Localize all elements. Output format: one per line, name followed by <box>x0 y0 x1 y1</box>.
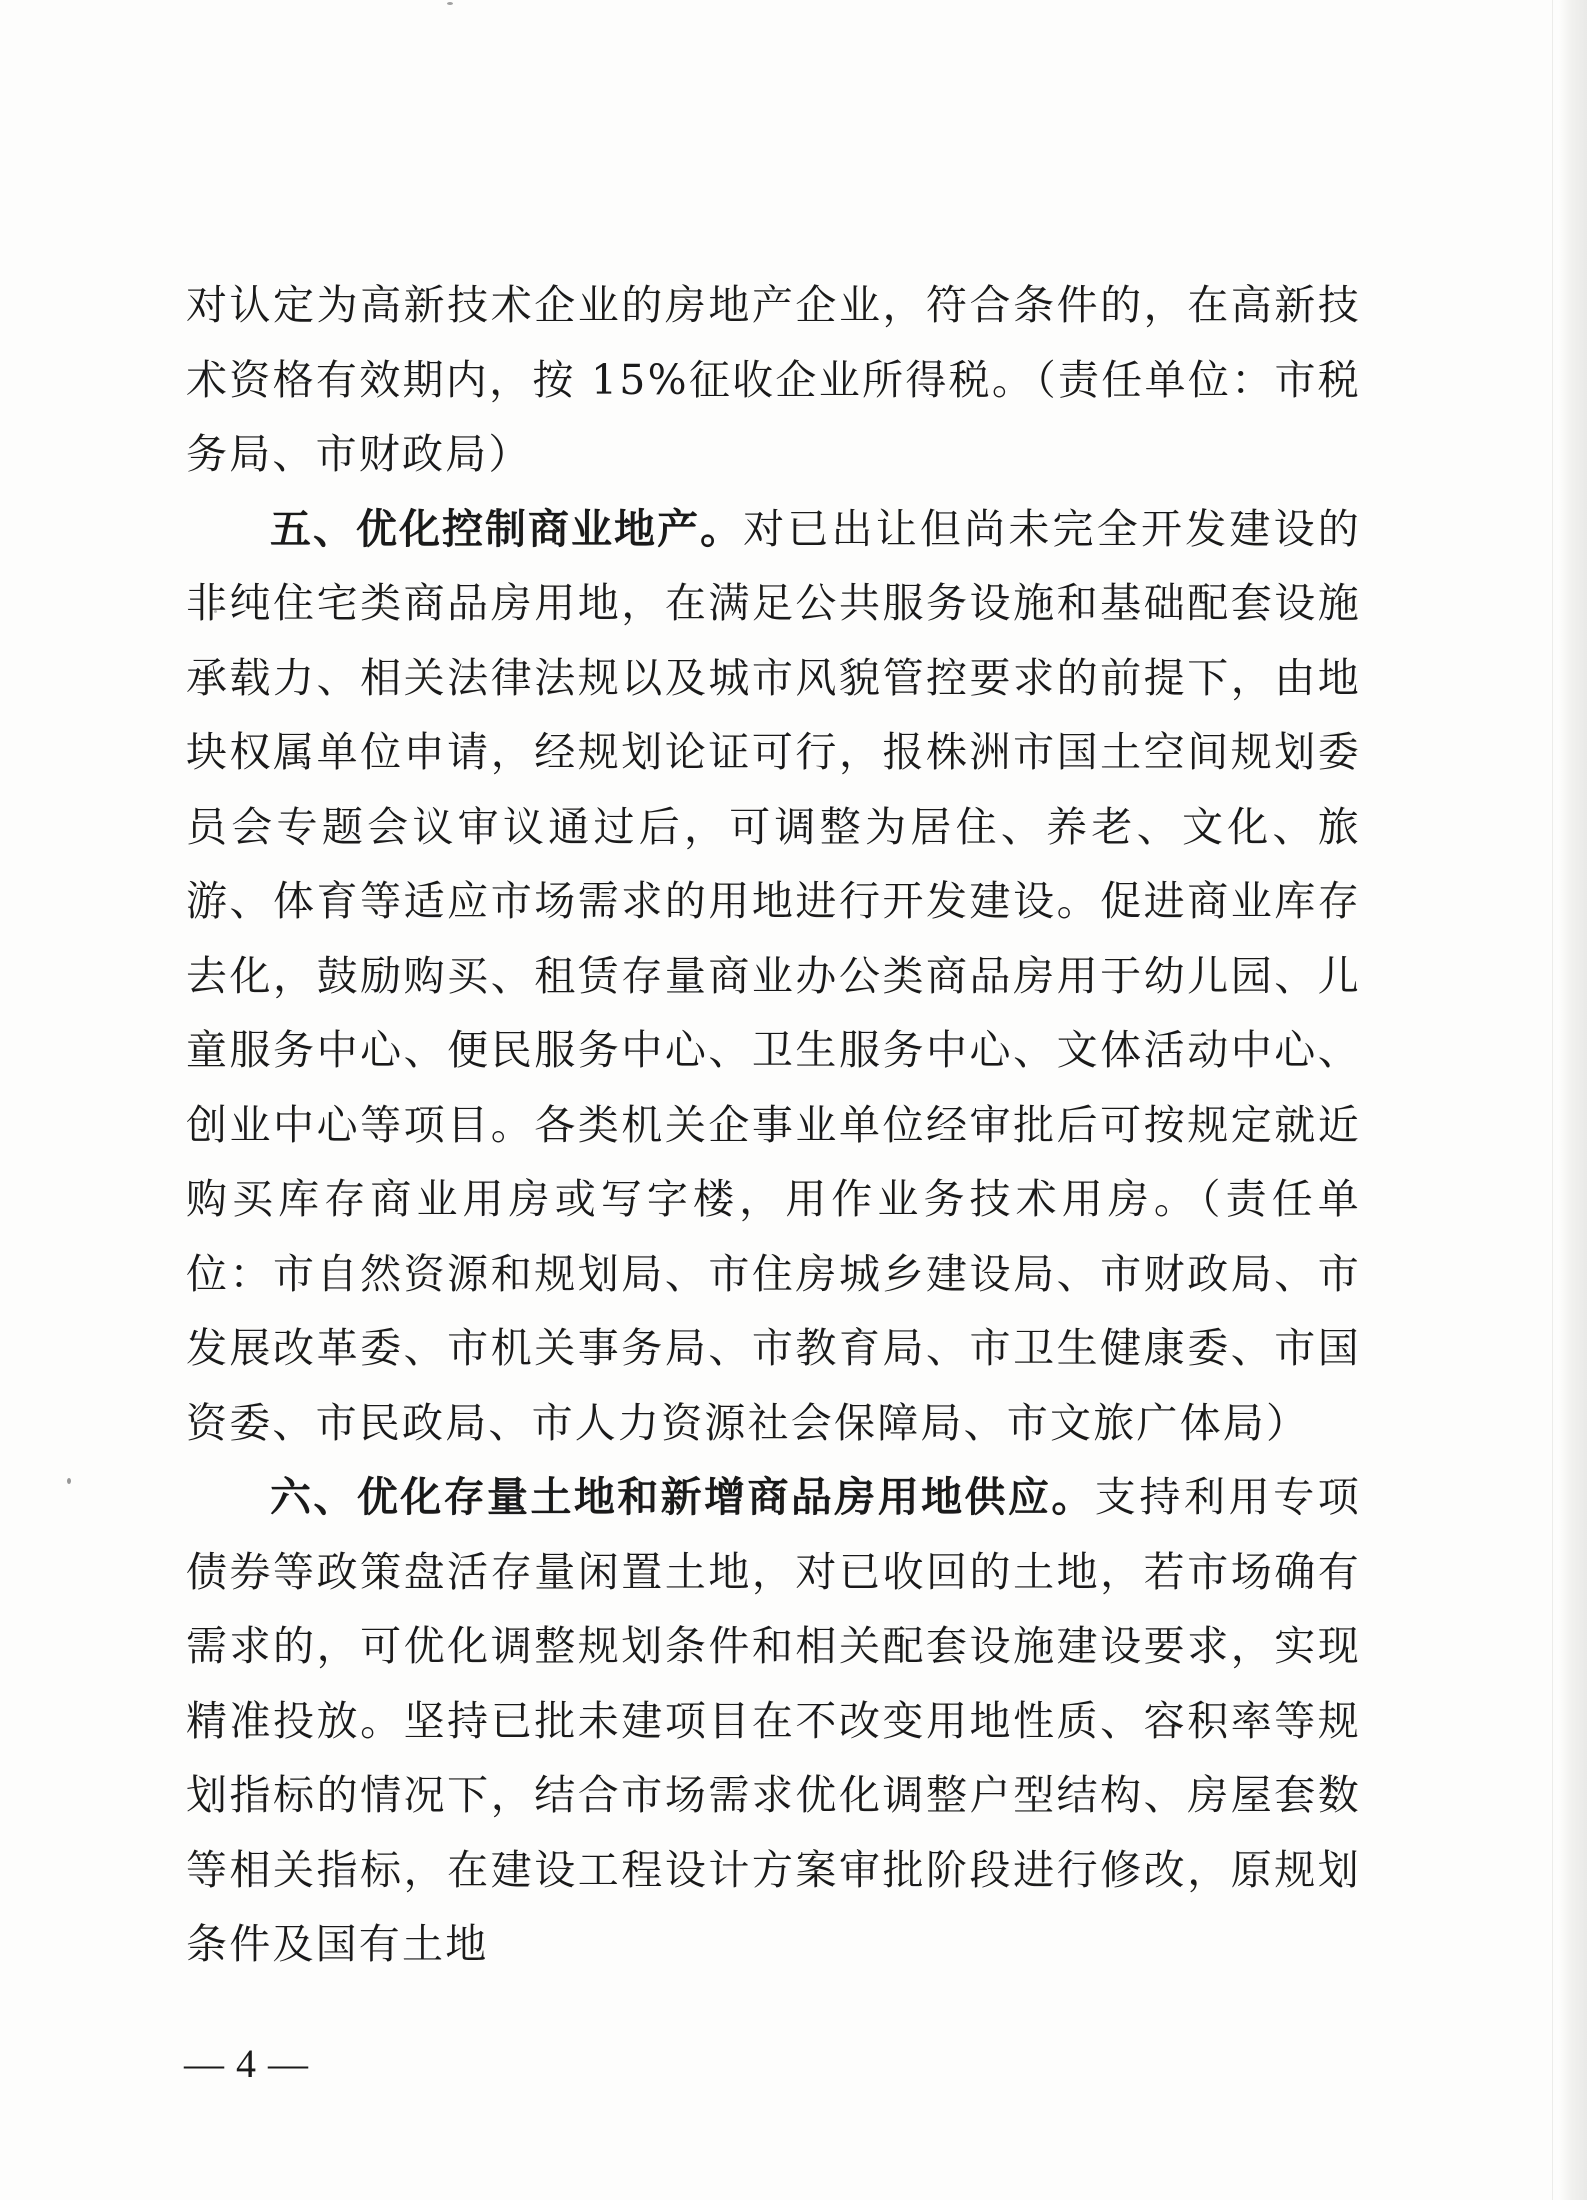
scan-speck <box>67 1478 71 1484</box>
paragraph-continuation <box>186 268 1361 492</box>
document-body <box>186 268 1361 1982</box>
paragraph-section-five <box>186 492 1361 1461</box>
paragraph-text: 对已出让但尚未完全开发建设的非纯住宅类商品房用地，在满足公共服务设施和基础配套设施承载力、相关法律法规以及城市风貌管控要求的前提下，由地块权属单位申请，经规划论证可行，报株洲市国土空间规划委员会专题会议审议通过后，可调整为居住、养老、文化、旅游、体育等适应市场需求的用地进行开发建设。促进商业库存去化，鼓励购买、租赁存量商业办公类商品房用于幼儿园、儿童服务中心、便民服务中心、卫生服务中心、文体活动中心、创业中心等项目。各类机关企事业单位经审批后可按规定就近购买库存商业用房或写字楼，用作业务技术用房。（责任单位：市自然资源和规划局、市住房城乡建设局、市财政局、市发展改革委、市机关事务局、市教育局、市卫生健康委、市国资委、市民政局、市人力资源社会保障局、市文旅广体局） <box>186 504 1361 1447</box>
scan-speck <box>447 2 453 5</box>
page-number: — 4 — <box>184 2041 309 2086</box>
paragraph-text: 支持利用专项债券等政策盘活存量闲置土地，对已收回的土地，若市场确有需求的，可优化调整规划条件和相关配套设施建设要求，实现精准投放。坚持已批未建项目在不改变用地性质、容积率等规划指标的情况下，结合市场需求优化调整户型结构、房屋套数等相关指标，在建设工程设计方案审批阶段进行修改，原规划条件及国有土地 <box>186 1473 1362 1968</box>
scan-right-edge-shadow <box>1559 0 1587 2200</box>
paragraph-heading: 六、优化存量土地和新增商品房用地供应。 <box>270 1473 1095 1521</box>
scan-edge-line <box>1552 0 1553 2200</box>
paragraph-section-six <box>186 1460 1361 1982</box>
paragraph-heading: 五、优化控制商业地产。 <box>270 504 744 553</box>
paragraph-text: 对认定为高新技术企业的房地产企业，符合条件的，在高新技术资格有效期内，按 15%征收企业所得税。（责任单位：市税务局、市财政局） <box>186 281 1361 478</box>
